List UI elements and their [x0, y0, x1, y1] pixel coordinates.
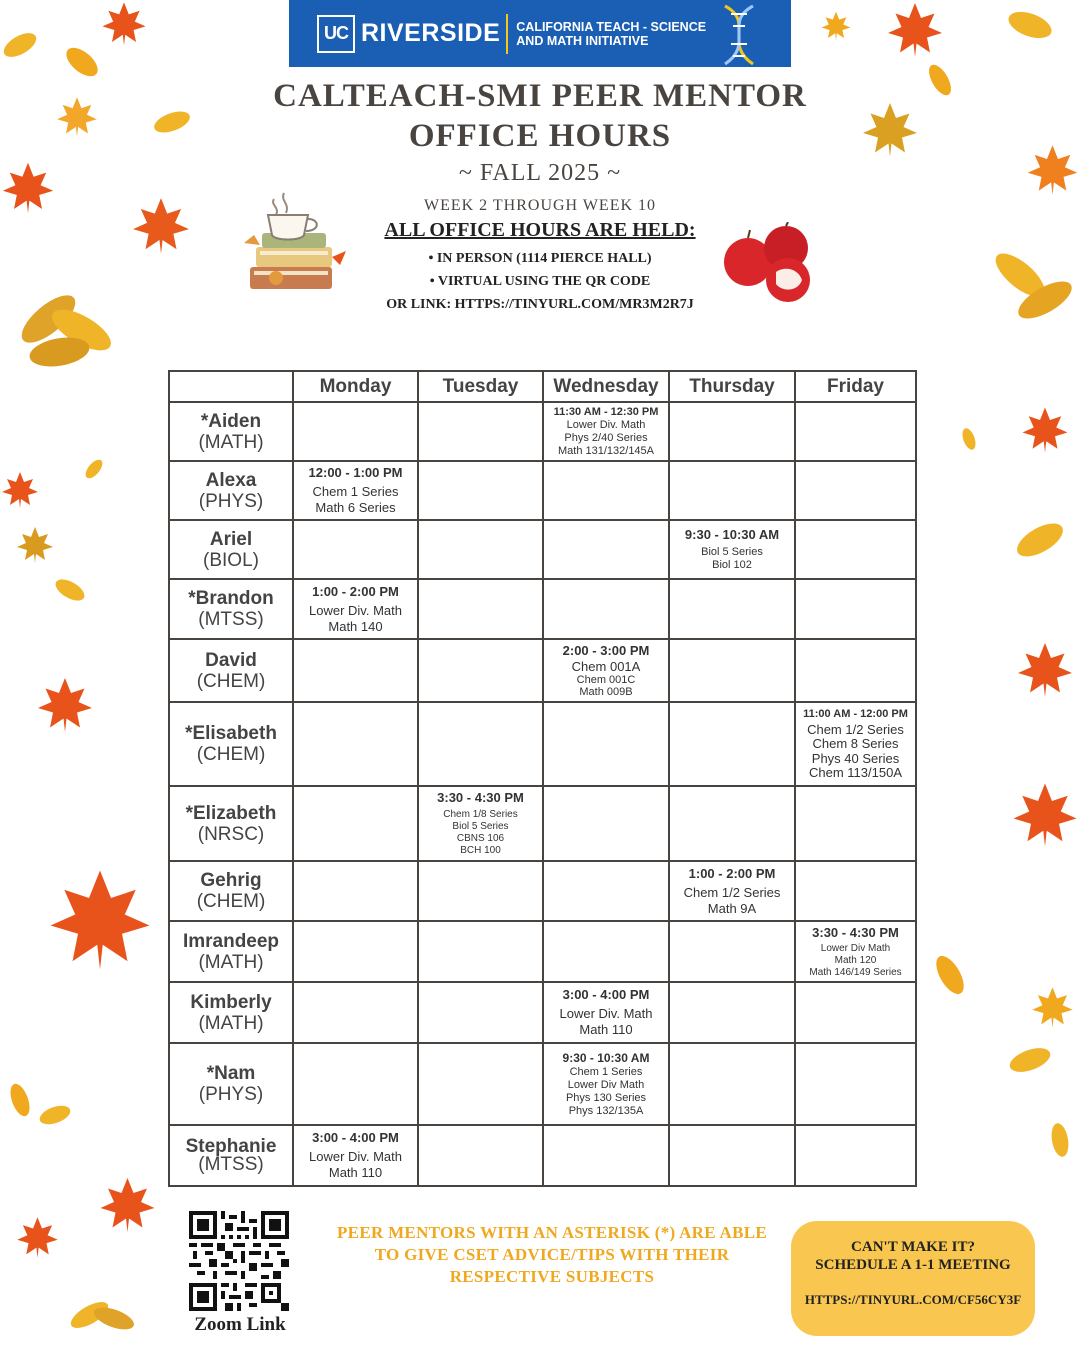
- mentor-cell: [169, 639, 293, 702]
- slot-course: Lower Div. Math: [309, 602, 402, 618]
- university-name: RIVERSIDE: [361, 19, 501, 47]
- office-hours-table: [168, 370, 917, 1187]
- empty-slot: [543, 579, 669, 639]
- maple-leaf-icon: [15, 1215, 60, 1260]
- slot-course: Chem 1 Series: [312, 484, 399, 499]
- empty-slot: [418, 982, 543, 1043]
- leaf-icon: [955, 425, 983, 453]
- empty-slot: [293, 1043, 418, 1125]
- leaf-icon: [925, 945, 975, 1005]
- empty-slot: [795, 402, 916, 461]
- empty-slot: [543, 1125, 669, 1186]
- slot-course: Math 009B: [579, 686, 633, 698]
- maple-leaf-icon: [1020, 405, 1070, 455]
- asterisk-note: [318, 1222, 786, 1288]
- mentor-name: Ariel: [209, 528, 253, 550]
- virtual-bullet: • VIRTUAL USING THE QR CODE: [429, 274, 651, 289]
- apples-icon: [718, 222, 818, 304]
- empty-slot: [795, 861, 916, 921]
- mentor-name: Gehrig: [200, 870, 262, 891]
- office-hour-slot: [293, 579, 418, 639]
- department-line1: CALIFORNIA TEACH - SCIENCE: [516, 19, 707, 34]
- empty-slot: [293, 402, 418, 461]
- slot-course: Chem 001C: [576, 674, 636, 686]
- table-row: [169, 786, 916, 861]
- slot-course: Chem 8 Series: [812, 736, 899, 751]
- slot-course: Biol 5 Series: [701, 546, 763, 558]
- slot-course: Biol 102: [712, 559, 752, 571]
- empty-slot: [418, 702, 543, 786]
- mentor-dept: (MATH): [198, 1012, 264, 1034]
- slot-course: Lower Div. Math: [309, 1149, 402, 1164]
- mentor-name: Imrandeep: [182, 930, 280, 952]
- maple-leaf-icon: [0, 460, 40, 520]
- slot-time: 3:30 - 4:30 PM: [812, 924, 899, 940]
- empty-slot: [795, 579, 916, 639]
- empty-slot: [795, 786, 916, 861]
- slot-time: 11:30 AM - 12:30 PM: [553, 405, 659, 418]
- empty-slot: [669, 786, 795, 861]
- mentor-name: *Aiden: [200, 410, 262, 432]
- empty-slot: [795, 461, 916, 520]
- office-hour-slot: [669, 520, 795, 579]
- mentor-dept: (PHYS): [198, 490, 264, 512]
- maple-leaf-icon: [820, 10, 852, 42]
- schedule-meeting-card: [791, 1221, 1035, 1336]
- mentor-name: Alexa: [205, 469, 257, 491]
- table-row: [169, 702, 916, 786]
- leaf-icon: [40, 1280, 160, 1350]
- leaf-icon: [1010, 510, 1070, 570]
- in-person-bullet: • IN PERSON (1114 PIERCE HALL): [428, 251, 652, 266]
- slot-course: Math 131/132/145A: [557, 444, 655, 457]
- slot-time: 3:30 - 4:30 PM: [437, 790, 524, 805]
- empty-slot: [293, 786, 418, 861]
- table-row: [169, 861, 916, 921]
- mentor-name: Stephanie: [185, 1135, 277, 1157]
- empty-slot: [795, 1043, 916, 1125]
- slot-course: Math 146/149 Series: [809, 966, 902, 978]
- slot-course: Math 140: [328, 618, 383, 634]
- leaf-icon: [1000, 0, 1060, 50]
- maple-leaf-icon: [95, 1175, 160, 1235]
- mentor-dept: (MTSS): [198, 609, 264, 630]
- slot-course: Lower Div Math: [820, 942, 891, 954]
- empty-slot: [418, 461, 543, 520]
- mentor-name: *Elisabeth: [185, 723, 277, 744]
- mentor-dept: (CHEM): [196, 744, 266, 765]
- page-title-line2: OFFICE HOURS: [408, 118, 672, 154]
- table-header-row: [169, 371, 916, 402]
- slot-course: Phys 2/40 Series: [564, 431, 648, 444]
- slot-time: 12:00 - 1:00 PM: [308, 465, 403, 480]
- empty-slot: [795, 982, 916, 1043]
- office-hour-slot: [795, 921, 916, 982]
- table-row: [169, 579, 916, 639]
- empty-slot: [293, 639, 418, 702]
- empty-slot: [418, 1125, 543, 1186]
- empty-slot: [543, 861, 669, 921]
- mentor-cell: [169, 1043, 293, 1125]
- mentor-cell: [169, 982, 293, 1043]
- empty-slot: [669, 639, 795, 702]
- office-hour-slot: [293, 1125, 418, 1186]
- empty-slot: [418, 861, 543, 921]
- slot-time: 2:00 - 3:00 PM: [562, 643, 650, 658]
- leaf-icon: [30, 1095, 80, 1135]
- empty-slot: [543, 461, 669, 520]
- leaf-icon: [0, 25, 40, 65]
- mentor-dept: (CHEM): [196, 891, 266, 912]
- leaf-icon: [10, 275, 120, 385]
- empty-slot: [293, 702, 418, 786]
- slot-course: Phys 40 Series: [811, 750, 900, 766]
- empty-slot: [543, 520, 669, 579]
- slot-course: Biol 5 Series: [452, 821, 509, 832]
- mentor-dept: (MTSS): [198, 1153, 264, 1175]
- office-hour-slot: [795, 702, 916, 786]
- empty-slot: [669, 1125, 795, 1186]
- empty-slot: [293, 982, 418, 1043]
- schedule-meeting-link[interactable]: HTTPS://TINYURL.COM/CF56CY3F: [804, 1292, 1022, 1307]
- slot-course: Math 110: [579, 1022, 633, 1037]
- mentor-cell: [169, 702, 293, 786]
- day-header: Tuesday: [418, 371, 543, 402]
- mentor-cell: [169, 520, 293, 579]
- empty-slot: [795, 1125, 916, 1186]
- mentor-cell: [169, 461, 293, 520]
- table-row: [169, 1125, 916, 1186]
- empty-slot: [669, 461, 795, 520]
- slot-course: Chem 1 Series: [569, 1065, 643, 1078]
- slot-time: 9:30 - 10:30 AM: [684, 527, 780, 542]
- header-banner: [289, 0, 791, 67]
- mentor-dept: (PHYS): [198, 1084, 264, 1105]
- mentor-name: Kimberly: [190, 991, 272, 1013]
- leaf-icon: [1040, 1090, 1080, 1190]
- maple-leaf-icon: [45, 860, 155, 980]
- day-header: Wednesday: [543, 371, 669, 402]
- empty-slot: [418, 921, 543, 982]
- mentor-dept: (CHEM): [196, 670, 266, 692]
- page-title-line1: CALTEACH-SMI PEER MENTOR: [273, 78, 807, 114]
- slot-course: Chem 1/2 Series: [683, 884, 781, 900]
- table-row: [169, 461, 916, 520]
- table-row: [169, 921, 916, 982]
- leaf-icon: [1000, 1035, 1060, 1085]
- mentor-cell: [169, 786, 293, 861]
- empty-slot: [669, 982, 795, 1043]
- mentor-name: *Elizabeth: [185, 802, 277, 824]
- table-row: [169, 982, 916, 1043]
- empty-slot: [293, 861, 418, 921]
- office-hour-slot: [293, 461, 418, 520]
- empty-slot: [543, 786, 669, 861]
- mentor-dept: (MATH): [198, 431, 264, 453]
- mentor-name: *Nam: [206, 1063, 256, 1084]
- empty-slot: [543, 921, 669, 982]
- slot-time: 3:00 - 4:00 PM: [312, 1130, 399, 1145]
- slot-course: Phys 132/135A: [568, 1104, 644, 1117]
- slot-course: Phys 130 Series: [565, 1091, 647, 1104]
- mentor-cell: [169, 1125, 293, 1186]
- table-row: [169, 1043, 916, 1125]
- leaf-icon: [50, 570, 90, 610]
- day-header: Monday: [293, 371, 418, 402]
- empty-slot: [418, 1043, 543, 1125]
- mentor-dept: (NRSC): [197, 823, 265, 845]
- table-row: [169, 402, 916, 461]
- slot-course: Math 110: [328, 1165, 383, 1180]
- cta-subheading: SCHEDULE A 1-1 MEETING: [815, 1257, 1011, 1273]
- mentor-cell: [169, 579, 293, 639]
- empty-slot: [418, 520, 543, 579]
- department-name: [516, 20, 706, 48]
- empty-slot: [293, 520, 418, 579]
- corner-cell: [169, 371, 293, 402]
- mentor-name: *Brandon: [188, 588, 274, 609]
- uc-logo: UC: [317, 15, 355, 53]
- maple-leaf-icon: [1010, 760, 1080, 870]
- empty-slot: [795, 520, 916, 579]
- empty-slot: [669, 579, 795, 639]
- mentor-cell: [169, 861, 293, 921]
- maple-leaf-icon: [100, 0, 148, 48]
- mentor-dept: (BIOL): [203, 549, 259, 571]
- mentor-name: David: [205, 649, 257, 671]
- weeks-label: WEEK 2 THROUGH WEEK 10: [423, 197, 657, 214]
- department-line2: AND MATH INITIATIVE: [516, 33, 649, 48]
- zoom-link-label: Zoom Link: [194, 1314, 286, 1335]
- maple-leaf-icon: [1030, 985, 1075, 1030]
- office-hour-slot: [543, 1043, 669, 1125]
- day-header: Friday: [795, 371, 916, 402]
- empty-slot: [669, 702, 795, 786]
- maple-leaf-icon: [20, 675, 110, 735]
- empty-slot: [418, 402, 543, 461]
- table-row: [169, 520, 916, 579]
- slot-course: Chem 001A: [571, 659, 641, 674]
- table-row: [169, 639, 916, 702]
- slot-course: Chem 1/2 Series: [807, 721, 904, 737]
- mentor-cell: [169, 402, 293, 461]
- office-hour-slot: [669, 861, 795, 921]
- slot-course: Math 120: [834, 954, 877, 966]
- slot-course: BCH 100: [460, 845, 501, 856]
- office-hour-slot: [543, 639, 669, 702]
- day-header: Thursday: [669, 371, 795, 402]
- empty-slot: [418, 639, 543, 702]
- empty-slot: [543, 702, 669, 786]
- empty-slot: [293, 921, 418, 982]
- empty-slot: [669, 1043, 795, 1125]
- empty-slot: [418, 579, 543, 639]
- leaf-icon: [80, 455, 108, 483]
- slot-course: Chem 1/8 Series: [443, 809, 518, 820]
- qr-code[interactable]: [189, 1211, 289, 1311]
- office-hour-slot: [418, 786, 543, 861]
- office-hour-slot: [543, 402, 669, 461]
- office-hour-slot: [543, 982, 669, 1043]
- slot-course: Lower Div Math: [567, 1078, 645, 1091]
- maple-leaf-icon: [1010, 640, 1080, 700]
- slot-course: Lower Div. Math: [566, 418, 646, 431]
- term-label: ~ FALL 2025 ~: [458, 160, 622, 186]
- note-line: PEER MENTORS WITH AN ASTERISK (*) ARE ABLE: [337, 1223, 767, 1242]
- slot-time: 11:00 AM - 12:00 PM: [803, 707, 908, 720]
- empty-slot: [669, 921, 795, 982]
- cta-heading: CAN'T MAKE IT?: [851, 1239, 975, 1255]
- mentor-dept: (MATH): [198, 951, 264, 973]
- maple-leaf-icon: [885, 0, 945, 60]
- held-heading: ALL OFFICE HOURS ARE HELD:: [384, 219, 696, 241]
- maple-leaf-icon: [15, 525, 55, 565]
- dna-icon: [717, 4, 761, 66]
- banner-divider: [506, 14, 508, 54]
- slot-course: Math 6 Series: [315, 500, 396, 515]
- slot-course: Math 9A: [707, 900, 757, 916]
- empty-slot: [669, 402, 795, 461]
- slot-course: Chem 113/150A: [809, 765, 902, 780]
- zoom-link-text[interactable]: OR LINK: HTTPS://TINYURL.COM/MR3M2R7J: [386, 297, 694, 312]
- slot-time: 9:30 - 10:30 AM: [562, 1050, 650, 1065]
- slot-course: CBNS 106: [456, 833, 505, 844]
- mentor-cell: [169, 921, 293, 982]
- slot-course: Lower Div. Math: [559, 1006, 653, 1021]
- slot-time: 1:00 - 2:00 PM: [312, 583, 399, 599]
- empty-slot: [795, 639, 916, 702]
- note-line: TO GIVE CSET ADVICE/TIPS WITH THEIR: [374, 1245, 730, 1264]
- slot-time: 3:00 - 4:00 PM: [562, 987, 650, 1002]
- books-tea-icon: [240, 185, 355, 300]
- slot-time: 1:00 - 2:00 PM: [688, 865, 776, 881]
- note-line: RESPECTIVE SUBJECTS: [449, 1267, 655, 1286]
